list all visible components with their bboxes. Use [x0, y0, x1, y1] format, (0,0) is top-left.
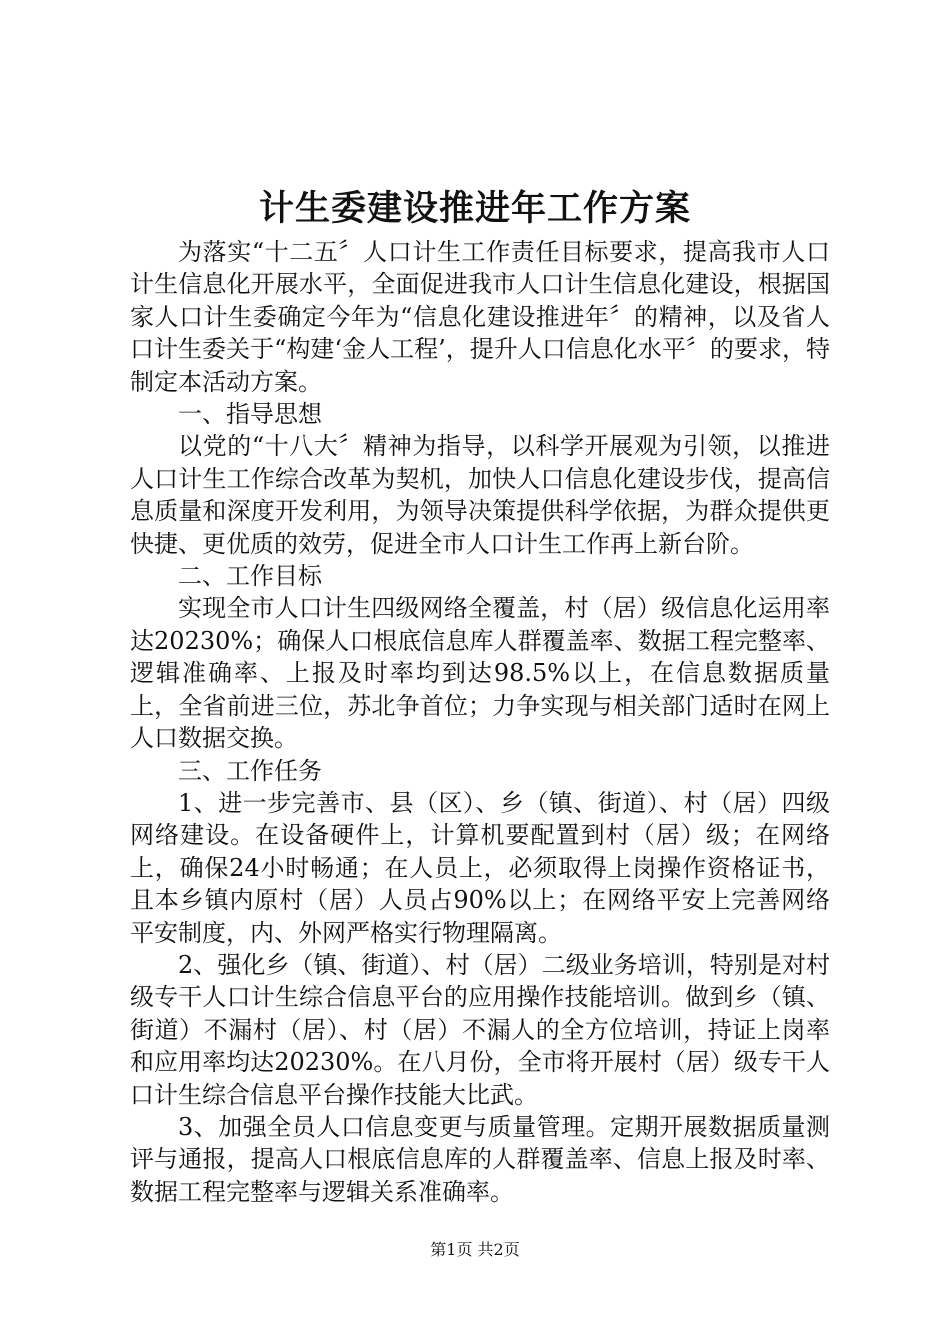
- document-body: [130, 236, 830, 1208]
- guiding-thought-paragraph: 以党的“十八大〞精神为指导，以科学开展观为引领，以推进人口计生工作综合改革为契机，加快人口信息化建设步伐，提高信息质量和深度开发利用，为领导决策提供科学依据，为群众提供更快捷、更优质的效劳，促进全市人口计生工作再上新台阶。: [130, 432, 830, 558]
- page-footer: 第1页 共2页: [430, 1240, 520, 1259]
- section-heading-guiding-thought: 一、指导思想: [178, 400, 322, 429]
- task-2-paragraph: 2、强化乡（镇、街道）、村（居）二级业务培训，特别是对村级专干人口计生综合信息平台的应用操作技能培训。做到乡（镇、街道）不漏村（居）、村（居）不漏人的全方位培训，持证上岗率和应用率均达20230%。在八月份，全市将开展村（居）级专干人口计生综合信息平台操作技能大比武。: [130, 950, 830, 1109]
- intro-paragraph: 为落实“十二五〞人口计生工作责任目标要求，提高我市人口计生信息化开展水平，全面促进我市人口计生信息化建设，根据国家人口计生委确定今年为“信息化建设推进年〞的精神，以及省人口计生委关于“构建‘金人工程’，提升人口信息化水平〞的要求，特制定本活动方案。: [130, 238, 830, 396]
- section-heading-work-goals: 二、工作目标: [178, 562, 322, 591]
- section-heading-work-tasks: 三、工作任务: [178, 756, 322, 785]
- task-1-paragraph: 1、进一步完善市、县（区）、乡（镇、街道）、村（居）四级网络建设。在设备硬件上，计算机要配置到村（居）级；在网络上，确保24小时畅通；在人员上，必须取得上岗操作资格证书，且本乡镇内原村（居）人员占90%以上；在网络平安上完善网络平安制度，内、外网严格实行物理隔离。: [130, 788, 830, 947]
- task-3-paragraph: 3、加强全员人口信息变更与质量管理。定期开展数据质量测评与通报，提高人口根底信息库的人群覆盖率、信息上报及时率、数据工程完整率与逻辑关系准确率。: [130, 1112, 830, 1206]
- document-title: 计生委建设推进年工作方案: [258, 188, 691, 229]
- work-goals-paragraph: 实现全市人口计生四级网络全覆盖，村（居）级信息化运用率达20230%；确保人口根底信息库人群覆盖率、数据工程完整率、逻辑准确率、上报及时率均到达98.5%以上，在信息数据质量上，全省前进三位，苏北争首位；力争实现与相关部门适时在网上人口数据交换。: [130, 594, 830, 753]
